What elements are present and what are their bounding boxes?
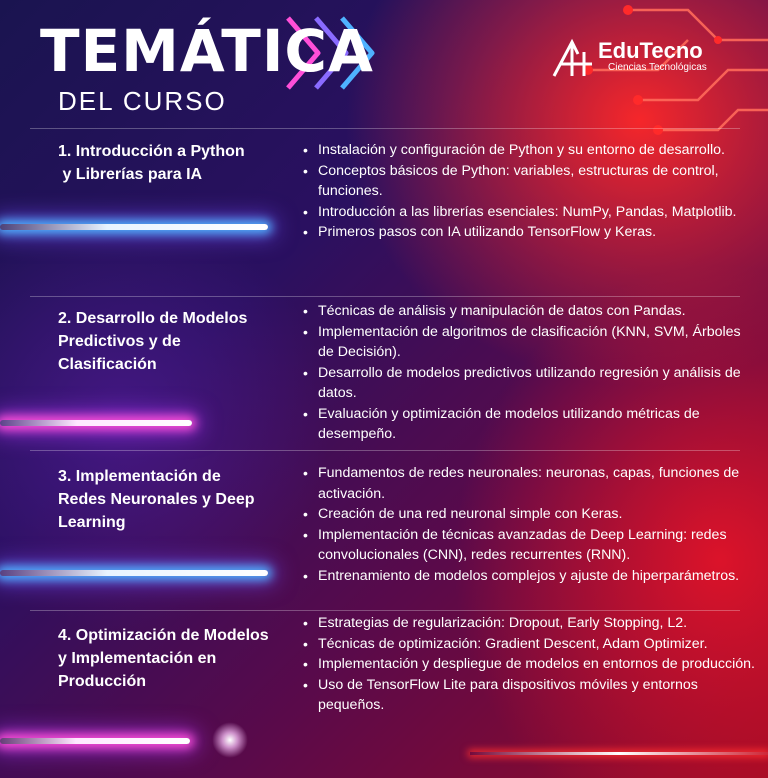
divider [30,296,740,297]
brand-mark-icon [552,38,596,78]
list-item: • Implementación y despliegue de modelos en entornos de producción. [302,654,760,675]
list-item: • Conceptos básicos de Python: variables, estructuras de control, funciones. [302,161,760,202]
list-item: • Desarrollo de modelos predictivos utilizando regresión y análisis de datos. [302,363,760,404]
bullet-list [302,463,760,586]
brand-tagline: Ciencias Tecnológicas [608,62,707,73]
section-title [58,624,303,693]
divider [30,610,740,611]
section-title-line: Producción [58,673,147,690]
list-item: • Fundamentos de redes neuronales: neuronas, capas, funciones de activación. [302,463,760,504]
list-item: • Primeros pasos con IA utilizando TensorFlow y Keras. [302,222,760,243]
neon-bar [0,738,190,744]
section-title [58,307,288,376]
red-light-streak [470,752,768,755]
neon-bar [0,570,268,576]
list-item: • Uso de TensorFlow Lite para dispositivos móviles y entornos pequeños. [302,675,760,716]
page-title: TEMÁTICA [40,17,374,85]
list-item: • Entrenamiento de modelos complejos y ajuste de hiperparámetros. [302,566,760,587]
section-title-line: 3. Implementación de [58,468,221,485]
section-title-line: y Implementación en [58,650,217,667]
list-item: • Técnicas de análisis y manipulación de datos con Pandas. [302,301,760,322]
list-item: • Implementación de técnicas avanzadas de Deep Learning: redes convolucionales (CNN), redes recurrentes (RNN). [302,525,760,566]
divider [30,450,740,451]
section-title [58,465,298,534]
section-title [58,140,288,186]
section-title-line: Predictivos y de [58,333,181,350]
bullet-list [302,301,760,445]
neon-bar [0,420,192,426]
section-title-line: Redes Neuronales y Deep [58,491,255,508]
bullet-list [302,613,760,716]
divider [30,128,740,129]
list-item: • Implementación de algoritmos de clasificación (KNN, SVM, Árboles de Decisión). [302,322,760,363]
list-item: • Técnicas de optimización: Gradient Descent, Adam Optimizer. [302,634,760,655]
list-item: • Introducción a las librerías esenciales: NumPy, Pandas, Matplotlib. [302,202,760,223]
page-subtitle: DEL CURSO [58,86,227,116]
section-title-line: 4. Optimización de Modelos [58,627,269,644]
bullet-list [302,140,760,243]
list-item: • Evaluación y optimización de modelos utilizando métricas de desempeño. [302,404,760,445]
circuit-decoration [568,0,768,160]
section-title-line: 2. Desarrollo de Modelos [58,310,248,327]
list-item: • Estrategias de regularización: Dropout, Early Stopping, L2. [302,613,760,634]
section-title-line: Learning [58,514,126,531]
neon-bar [0,224,268,230]
section-title-line: y Librerías para IA [58,166,203,183]
section-title-line: 1. Introducción a Python [58,143,245,160]
light-flare [212,722,248,758]
section-title-line: Clasificación [58,356,157,373]
list-item: • Creación de una red neuronal simple con Keras. [302,504,760,525]
brand-name: EduTecno [598,38,703,63]
list-item: • Instalación y configuración de Python y su entorno de desarrollo. [302,140,760,161]
